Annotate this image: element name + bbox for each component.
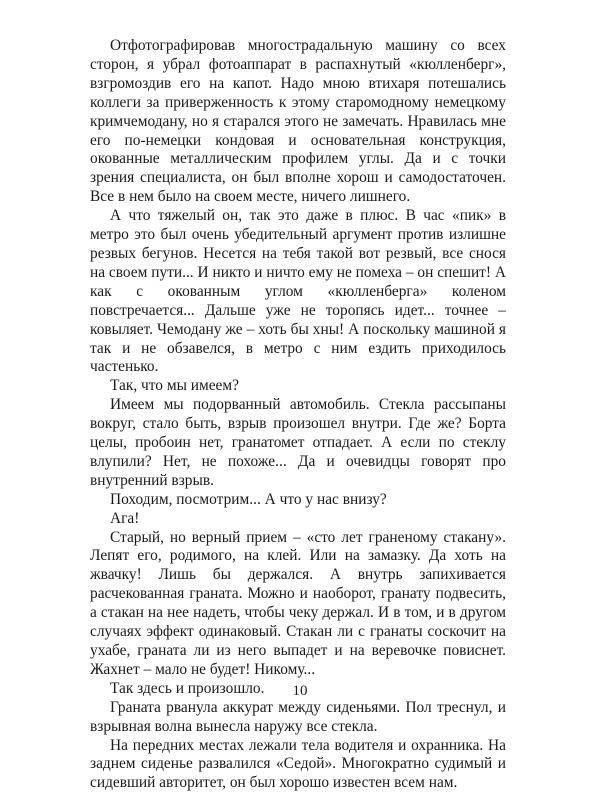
paragraph: Имеем мы подорванный автомобиль. Стекла рассыпаны вокруг, стало быть, взрыв произошел внутри. Где же? Борта целы, пробоин нет, гранатомет отпадает. А если по стеклу влупили? Нет, не похоже... Да и очевидцы говорят про внутренний взрыв. [90,396,506,489]
paragraph: Так, что мы имеем? [110,377,239,395]
body-text [90,37,506,793]
page-number: 10 [292,683,308,699]
paragraph: Походим, посмотрим... А что у нас внизу? [110,490,387,508]
paragraph: Отфотографировав многострадальную машину со всех сторон, я убрал фотоаппарат в распахнутый «кюлленберг», взгромоздив его на капот. Надо мною втихаря потешались коллеги за приверженность к этому старомодному немецкому кримчемодану, но я старался этого не замечать. Нравилась мне его по-немецки кондовая и основательная конструкция, окованные металлическим профилем углы. Да и с точки зрения специалиста, он был вполне хорош и самодостаточен. Все в нем было на своем месте, ничего лишнего. [90,37,506,206]
paragraph: Ага! [110,509,140,527]
paragraph: На передних местах лежали тела водителя и охранника. На заднем сиденье развалился «Седой». Многократно судимый и сидевший авторитет, он был хорошо известен всем нам. [90,736,506,792]
paragraph: Так здесь и произошло. [110,679,265,697]
paragraph: А что тяжелый он, так это даже в плюс. В час «пик» в метро это был очень убедительный аргумент против излишне резвых бегунов. Несется на тебя такой вот резвый, все снося на своем пути... И никто и ничто ему не помеха – он спешит! А как с окованным углом «кюлленберга» коленом повстречается... Дальше уже не торопясь идет... точнее – ковыляет. Чемодану же – хоть бы хны! А поскольку машиной я так и не обзавелся, в метро с ним ездить приходилось частенько. [90,207,506,376]
paragraph: Граната рванула аккурат между сиденьями. Пол треснул, и взрывная волна вынесла наружу все стекла. [90,698,506,735]
paragraph: Старый, но верный прием – «сто лет граненому стакану». Лепят его, родимого, на клей. Или на замазку. Да хоть на жвачку! Лишь бы держался. А внутрь запихивается расчекованная граната. Можно и наоборот, гранату подвесить, а стакан на нее надеть, чтобы чеку держал. И в том, и в другом случаях эффект одинаковый. Стакан ли с гранаты соскочит на ухабе, граната ли из него выпадет и на веревочке повиснет. Жахнет – мало не будет! Никому... [90,528,506,678]
